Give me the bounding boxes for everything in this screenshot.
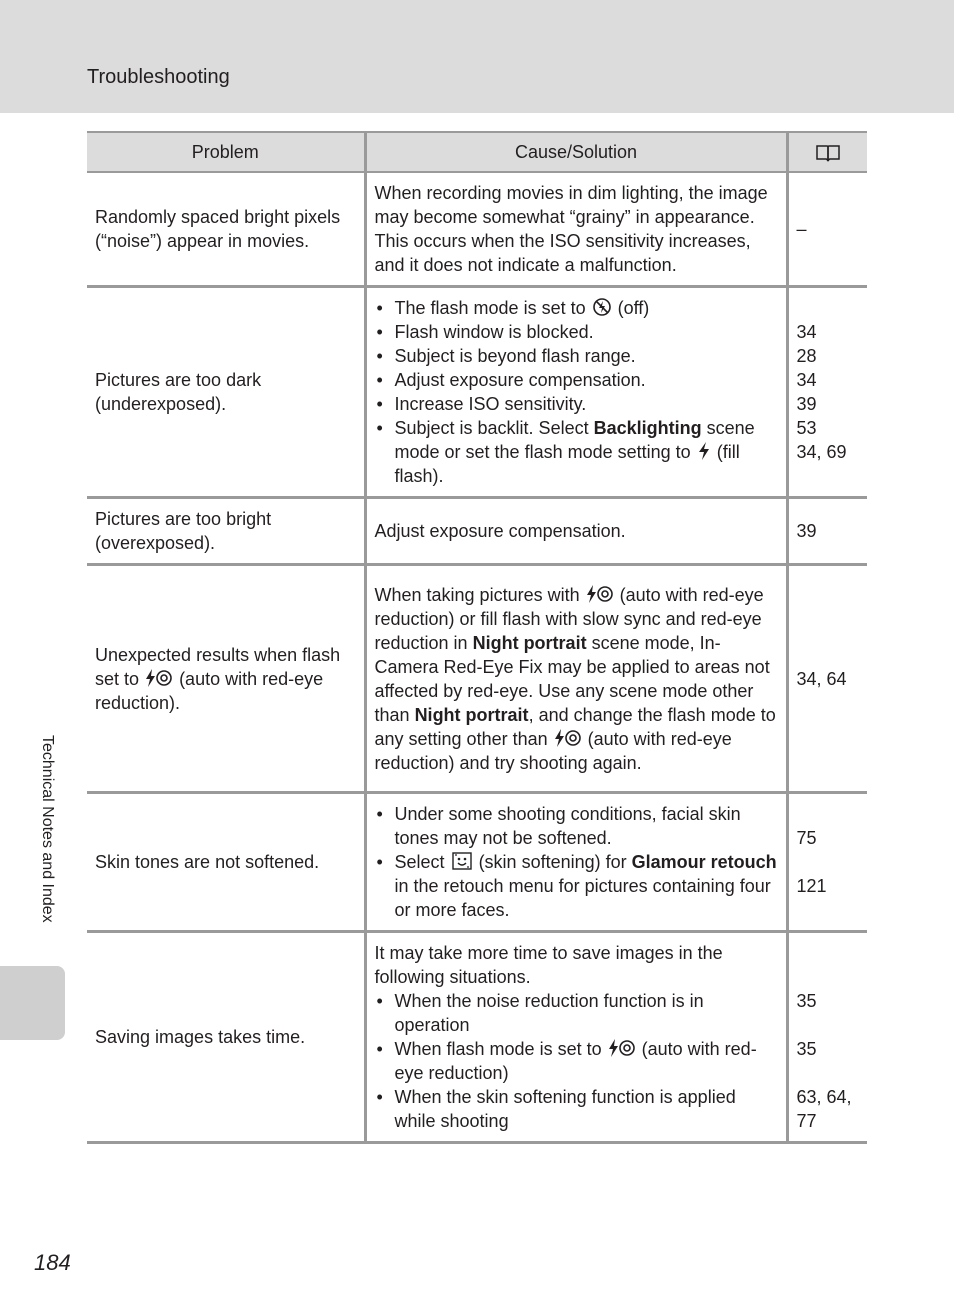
- auto-red-eye-flash-icon: [554, 728, 582, 748]
- reference-cell: 34, 64: [787, 565, 867, 793]
- side-section-tab: [0, 966, 65, 1040]
- list-item: • Subject is beyond flash range.: [375, 344, 778, 368]
- reference-cell: –: [787, 172, 867, 287]
- list-item: • When the noise reduction function is in operation: [375, 989, 778, 1037]
- table-row: [87, 793, 867, 932]
- cause-cell: When recording movies in dim lighting, the image may become somewhat “grainy” in appearance. This occurs when the ISO sensitivity increases, and it does not indicate a malfunction.: [365, 172, 787, 287]
- list-item: • Adjust exposure compensation.: [375, 368, 778, 392]
- problem-header: Problem: [87, 132, 365, 172]
- problem-cell: Pictures are too bright (overexposed).: [87, 498, 365, 565]
- header-band: [0, 0, 954, 113]
- table-header-row: [87, 132, 867, 172]
- problem-cell: Randomly spaced bright pixels (“noise”) appear in movies.: [87, 172, 365, 287]
- side-section-label: Technical Notes and Index: [39, 735, 56, 923]
- flash-off-icon: [592, 297, 612, 317]
- list-item: • Flash window is blocked.: [375, 320, 778, 344]
- skin-softening-icon: [451, 851, 473, 871]
- auto-red-eye-flash-icon: [586, 584, 614, 604]
- cause-cell: [365, 287, 787, 498]
- table-row: [87, 565, 867, 793]
- table-row: [87, 498, 867, 565]
- auto-red-eye-flash-icon: [608, 1038, 636, 1058]
- table-row: [87, 932, 867, 1143]
- cause-intro: It may take more time to save images in the following situations.: [374, 943, 723, 987]
- reference-header: [787, 132, 867, 172]
- page-number: 184: [34, 1250, 71, 1275]
- fill-flash-icon: [697, 441, 711, 461]
- reference-cell: 34 28 34 39 53 34, 69: [787, 287, 867, 498]
- section-title: Troubleshooting: [87, 66, 230, 88]
- list-item: • Select (skin softening) for Glamour retouch in the retouch menu for pictures containing four or more faces.: [375, 850, 778, 922]
- list-item: • When flash mode is set to (auto with red-eye reduction): [375, 1037, 778, 1085]
- book-icon: [815, 143, 841, 163]
- table-row: [87, 172, 867, 287]
- table-row: [87, 287, 867, 498]
- reference-cell: 35 35 63, 64, 77: [787, 932, 867, 1143]
- auto-red-eye-flash-icon: [145, 668, 173, 688]
- reference-cell: 39: [787, 498, 867, 565]
- list-item: • Increase ISO sensitivity.: [375, 392, 778, 416]
- reference-cell: 75 121: [787, 793, 867, 932]
- list-item: • Subject is backlit. Select Backlighting scene mode or set the flash mode setting to (fill flash).: [375, 416, 778, 488]
- cause-cell: Adjust exposure compensation.: [365, 498, 787, 565]
- cause-cell: [365, 793, 787, 932]
- list-item: • Under some shooting conditions, facial skin tones may not be softened.: [375, 802, 778, 850]
- troubleshooting-table: [87, 131, 867, 1144]
- cause-cell: [365, 932, 787, 1143]
- problem-cell: Unexpected results when flash set to (auto with red-eye reduction).: [87, 565, 365, 793]
- problem-cell: Skin tones are not softened.: [87, 793, 365, 932]
- problem-cell: Saving images takes time.: [87, 932, 365, 1143]
- problem-cell: Pictures are too dark (underexposed).: [87, 287, 365, 498]
- cause-cell: When taking pictures with (auto with red-eye reduction) or fill flash with slow sync and red-eye reduction in Night portrait scene mode, In-Camera Red-Eye Fix may be applied to areas not affected by red-eye. Use any scene mode other than Night portrait, and change the flash mode to any setting other than (auto with red-eye reduction) and try shooting again.: [365, 565, 787, 793]
- list-item: • When the skin softening function is applied while shooting: [375, 1085, 778, 1133]
- list-item: • The flash mode is set to (off): [375, 296, 778, 320]
- cause-header: Cause/Solution: [365, 132, 787, 172]
